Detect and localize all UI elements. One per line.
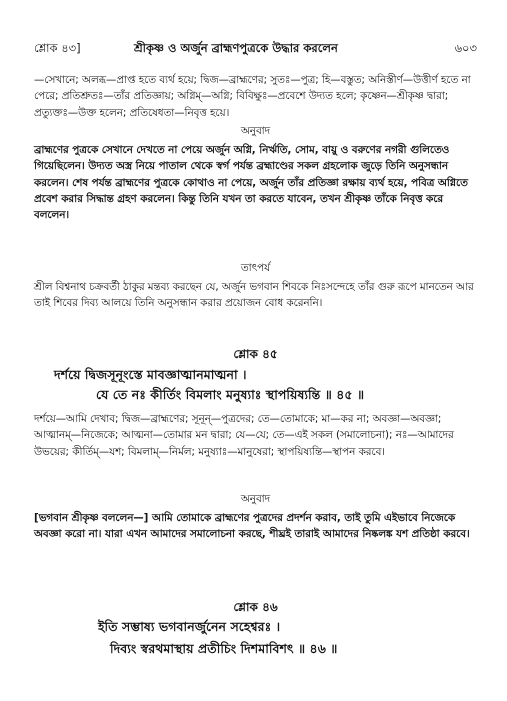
verse-45-line-1: দর্শয়ে দ্বিজসূনূংস্তে মাবজ্ঞাত্মানমাত্মনা ।: [54, 367, 247, 382]
page-number: ৬০৩: [454, 41, 477, 55]
verse-45-text: [34, 366, 477, 406]
verse-46-line-1: ইতি সম্ভাষ্য ভগবানর্জুনেন সহেশ্বরঃ ।: [98, 619, 281, 634]
purport-heading: তাৎপর্য: [240, 262, 271, 274]
verse-45-line-2: যে তে নঃ কীর্তিং বিমলাং মনুষ্যাঃ স্থাপয়িষ্যন্তি ॥ ৪৫ ॥: [96, 387, 365, 402]
verse-reference: শ্লোক ৪৩]: [34, 41, 81, 55]
translation-verse-44: [34, 142, 477, 223]
synonyms-text: —সেখানে; অলব্ধ—প্রাপ্ত হতে ব্যর্থ হয়ে; দ্বিজ—ব্রাহ্মণের; সুতঃ—পুত্র; হি—বস্তুত; অনিস্তীর্ণ—উত্তীর্ণ হতে না পেরে; প্রতিশ্রুতঃ—তাঁর প্রতিজ্ঞায়; অগ্নিম্—অগ্নি; বিবিক্ষুঃ—প্রবেশে উদ্যত হলে; কৃষ্ণেন—শ্রীকৃষ্ণ দ্বারা; প্রত্যুক্তঃ—উক্ত হলেন; প্রতিষেধতা—নিবৃত্ত হয়ে।: [34, 74, 471, 119]
verse-46-number: শ্লোক ৪৬: [233, 600, 278, 614]
purport-text: শ্রীল বিশ্বনাথ চক্রবর্তী ঠাকুর মন্তব্য করছেন যে, অর্জুন ভগবান শিবকে নিঃসন্দেহে তাঁর গুরু রূপে মানতেন আর তাই শিবের দিব্য আলয়ে তিনি অনুসন্ধান করার প্রয়োজন বোধ করেননি।: [34, 281, 474, 310]
translation-heading: অনুবাদ: [240, 493, 271, 505]
synonyms-text: দর্শয়ে—আমি দেখাব; দ্বিজ—ব্রাহ্মণের; সূনূন্—পুত্রদের; তে—তোমাকে; মা—কর না; অবজ্ঞা—অবজ্ঞা; আত্মানম্—নিজেকে; আত্মনা—তোমার মন দ্বারা; যে—যে; তে—এই সকল (সমালোচনা); নঃ—আমাদের উভয়ের; কীর্তিম্—যশ; বিমলাম্—নির্মল; মনুষ্যাঃ—মানুষেরা; স্থাপয়িষ্যন্তি—স্থাপন করবে।: [34, 413, 454, 458]
translation-heading-block: [34, 124, 477, 138]
verse-46-number-block: [34, 599, 477, 615]
translation-text: [ভগবান শ্রীকৃষ্ণ বললেন—] আমি তোমাকে ব্রাহ্মণের পুত্রদের প্রদর্শন করাব, তাই তুমি এইভাবে নিজেকে অবজ্ঞা করো না। যারা এখন আমাদের সমালোচনা করছে, শীঘ্রই তারাই আমাদের নিষ্কলঙ্ক যশ প্রতিষ্ঠা করবে।: [34, 512, 470, 541]
translation-text: ব্রাহ্মণের পুত্রকে সেখানে দেখতে না পেয়ে অর্জুন অগ্নি, নির্ঋতি, সোম, বায়ু ও বরুণের নগরী গুলিতেও গিয়েছিলেন। উদ্যত অস্ত্র নিয়ে পাতাল থেকে স্বর্গ পর্যন্ত ব্রহ্মাণ্ডের সকল গ্রহলোক জুড়ে তিনি অনুসন্ধান করলেন। শেষ পর্যন্ত ব্রাহ্মণের পুত্রকে কোথাও না পেয়ে, অর্জুন তাঁর প্রতিজ্ঞা রক্ষায় ব্যর্থ হয়ে, পবিত্র অগ্নিতে প্রবেশ করার সিদ্ধান্ত গ্রহণ করলেন। কিন্তু তিনি যখন তা করতে যাবেন, তখন শ্রীকৃষ্ণ তাঁকে নিবৃত্ত করে বললেন।: [34, 144, 468, 222]
verse-45-number: শ্লোক ৪৫: [233, 347, 278, 361]
purport-block: [34, 279, 477, 312]
translation-verse-45: [34, 510, 477, 543]
verse-45-number-block: [34, 346, 477, 362]
purport-heading-block: [34, 261, 477, 275]
translation-heading-2-block: [34, 492, 477, 506]
running-header: [34, 40, 477, 56]
translation-heading: অনুবাদ: [240, 125, 271, 137]
verse-46-line-2: দিব্যং স্বরথমাস্থায় প্রতীচিং দিশমাবিশৎ ॥ ৪৬ ॥: [110, 641, 338, 656]
synonyms-verse-45: [34, 411, 477, 460]
chapter-title: শ্রীকৃষ্ণ ও অর্জুন ব্রাহ্মণপুত্রকে উদ্ধার করলেন: [134, 41, 338, 55]
synonyms-verse-44: [34, 72, 477, 121]
verse-46-text: [34, 618, 477, 662]
